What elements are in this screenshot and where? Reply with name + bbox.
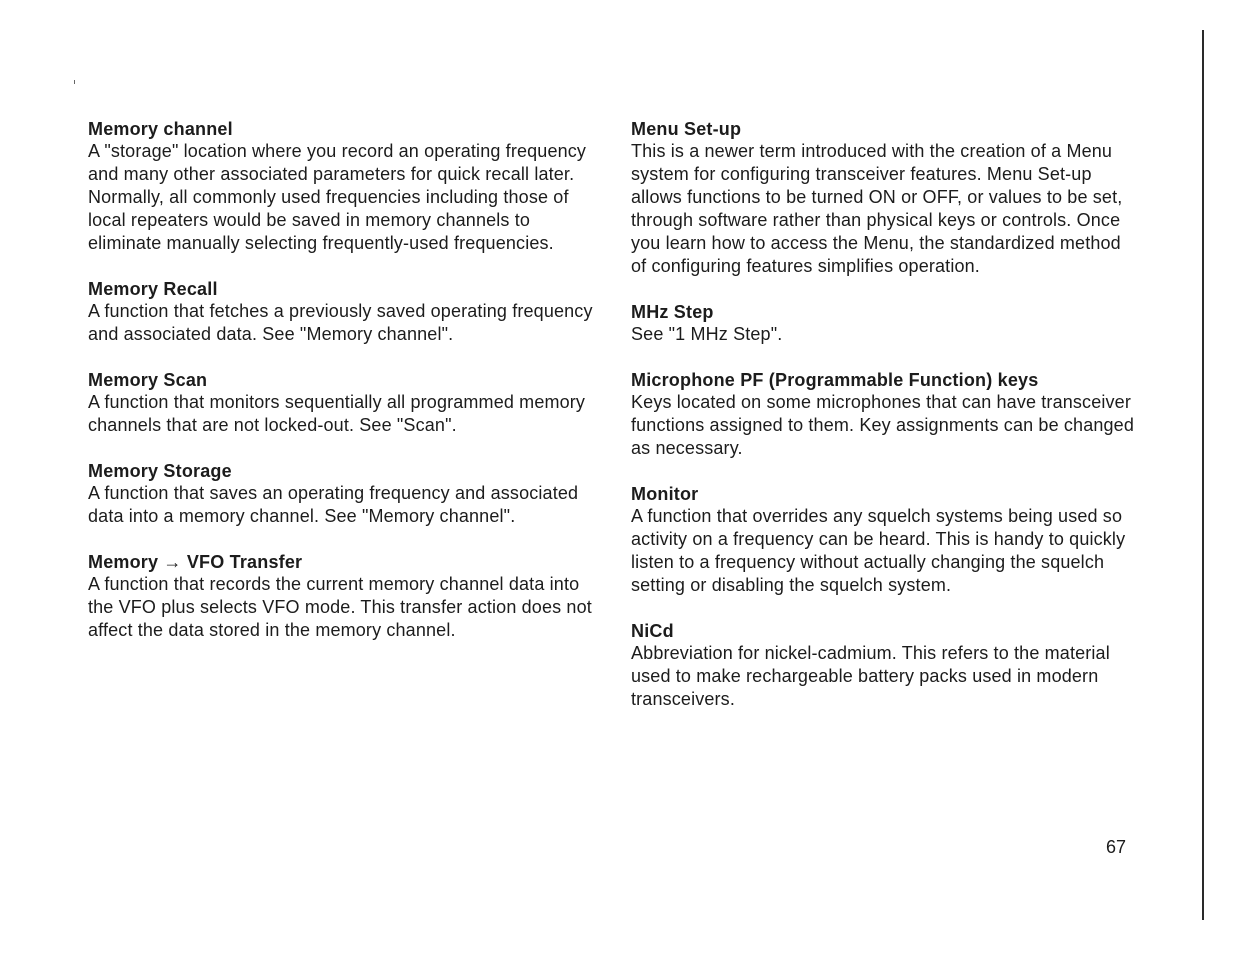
entry-definition: This is a newer term introduced with the creation of a Menu system for configuring transceiver features. Menu Set-up allows functions to be turned ON or OFF, or values to be set, through software rather than physical keys or controls. Once you learn how to access the Menu, the standardized method of configuring features simplifies operation.: [631, 141, 1123, 276]
entry-definition: A function that fetches a previously saved operating frequency and associated data. See "Memory channel".: [88, 301, 593, 344]
entry-definition: Keys located on some microphones that can have transceiver functions assigned to them. Key assignments can be changed as necessary.: [631, 392, 1135, 458]
glossary-entry-memory-scan: [88, 369, 598, 437]
entry-term: Memory → VFO Transfer: [88, 552, 303, 572]
entry-term: Memory Scan: [88, 370, 208, 390]
entry-term: Memory channel: [88, 119, 233, 139]
glossary-entry-menu-set-up: [631, 118, 1141, 278]
glossary-entry-mhz-step: [631, 301, 1141, 346]
entry-definition: A function that overrides any squelch systems being used so activity on a frequency can be heard. This is handy to quickly listen to a frequency without actually changing the squelch setting or disabling the squelch system.: [631, 506, 1126, 595]
entry-term: NiCd: [631, 621, 674, 641]
entry-definition: A function that monitors sequentially all programmed memory channels that are not locked-out. See "Scan".: [88, 392, 586, 435]
glossary-entry-monitor: [631, 483, 1141, 597]
entry-term: Memory Recall: [88, 279, 218, 299]
page-number: 67: [1106, 837, 1127, 857]
entry-term: Menu Set-up: [631, 119, 742, 139]
entry-term: Microphone PF (Programmable Function) keys: [631, 370, 1039, 390]
entry-definition: A "storage" location where you record an operating frequency and many other associated parameters for quick recall later. Normally, all commonly used frequencies including those of local repeaters would be saved in memory channels to eliminate manually selecting frequently-used frequencies.: [88, 141, 587, 253]
entry-term: Monitor: [631, 484, 699, 504]
entry-term: MHz Step: [631, 302, 714, 322]
entry-definition: A function that saves an operating frequency and associated data into a memory channel. See "Memory channel".: [88, 483, 579, 526]
right-column: [631, 118, 1141, 711]
glossary-entry-memory-storage: [88, 460, 598, 528]
glossary-entry-memory-recall: [88, 278, 598, 346]
page-edge-rule: [1202, 30, 1204, 920]
glossary-entry-memory-channel: [88, 118, 598, 255]
glossary-entry-nicd: [631, 620, 1141, 711]
scan-speck: [74, 80, 75, 84]
entry-definition: A function that records the current memory channel data into the VFO plus selects VFO mode. This transfer action does not affect the data stored in the memory channel.: [88, 574, 592, 640]
entry-definition: See "1 MHz Step".: [631, 324, 783, 344]
entry-term: Memory Storage: [88, 461, 232, 481]
left-column: [88, 118, 598, 642]
glossary-entry-microphone-pf-keys: [631, 369, 1141, 460]
glossary-entry-memory-vfo-transfer: [88, 551, 598, 642]
entry-definition: Abbreviation for nickel-cadmium. This refers to the material used to make rechargeable battery packs used in modern transceivers.: [631, 643, 1110, 709]
